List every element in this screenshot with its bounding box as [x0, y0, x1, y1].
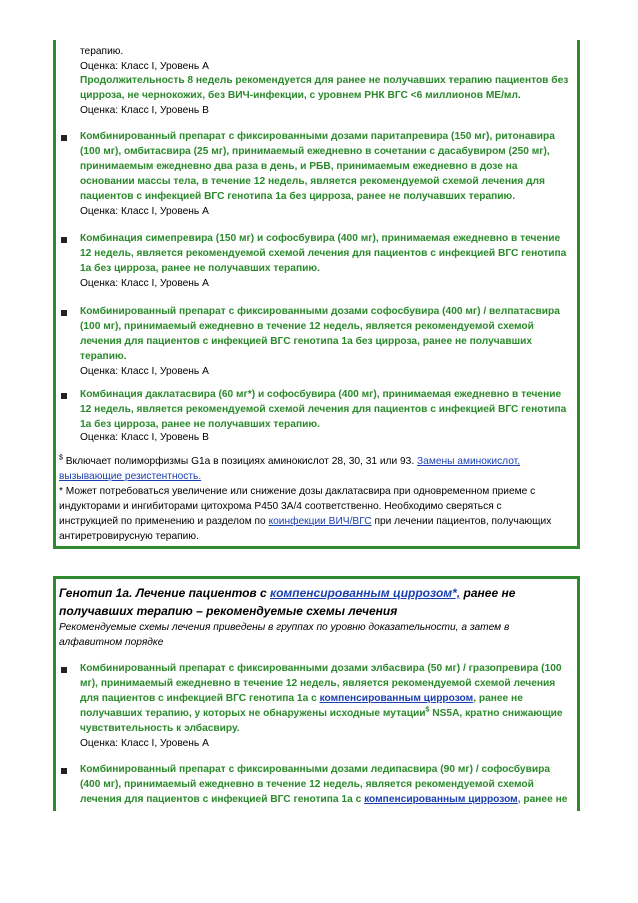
- intro-rating-1: Оценка: Класс I, Уровень A: [80, 61, 209, 72]
- b4-rating: Оценка: Класс I, Уровень B: [80, 432, 209, 443]
- c2-line-3: [80, 793, 567, 807]
- c1-text: NS5A, кратно снижающие: [429, 708, 563, 719]
- footnote-daclatasvir-3: [59, 515, 551, 529]
- c2-text: лечения для пациентов с инфекцией ВГС генотипа 1a с: [80, 794, 365, 805]
- section-title-line-2: получавших терапию – рекомендуемые схемы лечения: [59, 604, 398, 618]
- intro-line-3: Продолжительность 8 недель рекомендуется для ранее не получавших терапию пациентов без: [80, 75, 569, 86]
- bullet-marker: [61, 667, 67, 673]
- bullet-marker: [61, 393, 67, 399]
- link-hiv-hcv-coinfection[interactable]: коинфекции ВИЧ/ВГС: [268, 516, 372, 527]
- b3-rating: Оценка: Класс I, Уровень A: [80, 366, 209, 377]
- footnote-text: при лечении пациентов, получающих: [371, 516, 552, 527]
- b3-line-2: (100 мг), принимаемый ежедневно в течение 12 недель, является рекомендуемой схемой: [80, 321, 534, 332]
- intro-line-1: терапию.: [80, 46, 124, 57]
- c1-text: , ранее не: [473, 693, 523, 704]
- c1-line-4: [80, 707, 563, 721]
- b1-line-5: пациентов с инфекцией ВГС генотипа 1a без цирроза, ранее не получавших терапию.: [80, 191, 516, 202]
- section-subtitle-1: Рекомендуемые схемы лечения приведены в группах по уровню доказательности, а затем в: [59, 622, 510, 633]
- c1-line-5: чувствительность к элбасвиру.: [80, 723, 240, 734]
- b1-rating: Оценка: Класс I, Уровень A: [80, 206, 209, 217]
- bullet-marker: [61, 135, 67, 141]
- c1-line-3: [80, 692, 523, 706]
- b1-line-4: основании массы тела, в течение 12 недель, является рекомендуемой схемой лечения для: [80, 176, 545, 187]
- c1-rating: Оценка: Класс I, Уровень A: [80, 738, 209, 749]
- c1-text: получавших терапию, у которых не обнаружены исходные мутации: [80, 708, 426, 719]
- footnote-mark: $: [425, 706, 430, 714]
- b4-line-1: Комбинация даклатасвира (60 мг*) и софосбувира (400 мг), принимаемая ежедневно в течение: [80, 389, 562, 400]
- link-compensated-cirrhosis-title[interactable]: компенсированным циррозом*,: [270, 586, 461, 600]
- c1-line-1: Комбинированный препарат с фиксированными дозами элбасвира (50 мг) / гразопревира (100: [80, 663, 562, 674]
- b1-line-3: принимаемым ежедневно два раза в день, и РБВ, принимаемым ежедневно в дозе на: [80, 161, 518, 172]
- b2-rating: Оценка: Класс I, Уровень A: [80, 278, 209, 289]
- b4-line-2: 12 недель, является рекомендуемой схемой лечения для пациентов с инфекцией ВГС генотипа: [80, 404, 567, 415]
- b1-line-1: Комбинированный препарат с фиксированными дозами паритапревира (150 мг), ритонавира: [80, 131, 555, 142]
- link-resistance-substitutions[interactable]: Замены аминокислот,: [417, 456, 521, 467]
- title-text: ранее не: [460, 586, 516, 600]
- b3-line-1: Комбинированный препарат с фиксированными дозами софосбувира (400 мг) / велпатасвира: [80, 306, 560, 317]
- footnote-text: инструкцией по применению и разделом по: [59, 516, 269, 527]
- b3-line-4: терапию.: [80, 351, 127, 362]
- link-resistance-substitutions-cont[interactable]: вызывающие резистентность.: [59, 471, 202, 482]
- bullet-marker: [61, 768, 67, 774]
- b2-line-1: Комбинация симепревира (150 мг) и софосбувира (400 мг), принимаемая ежедневно в течение: [80, 233, 561, 244]
- link-compensated-cirrhosis[interactable]: компенсированным циррозом: [319, 693, 474, 704]
- title-text: Генотип 1a. Лечение пациентов с: [59, 586, 271, 600]
- c2-line-2: (400 мг), принимаемый ежедневно в течение 12 недель, является рекомендуемой схемой: [80, 779, 534, 790]
- footnote-daclatasvir-2: индукторами и ингибиторами цитохрома P450 3A/4 соответственно. Необходимо сверяться с: [59, 501, 502, 512]
- link-compensated-cirrhosis[interactable]: компенсированным циррозом: [364, 794, 518, 805]
- footnote-daclatasvir-4: антиретровирусную терапию.: [59, 531, 199, 542]
- footnote-line-2: [59, 470, 201, 484]
- b4-line-3: 1a без цирроза, ранее не получавших терапию.: [80, 419, 320, 430]
- section-title: [59, 585, 515, 602]
- c1-text: для пациентов с инфекцией ВГС генотипа 1a с: [80, 693, 320, 704]
- b2-line-3: 1a без цирроза, ранее не получавших терапию.: [80, 263, 320, 274]
- intro-line-4: цирроза, не чернокожих, без ВИЧ-инфекции, с уровнем РНК ВГС <6 миллионов МЕ/мл.: [80, 90, 521, 101]
- section-subtitle-2: алфавитном порядке: [59, 637, 164, 648]
- footnote-mark: $: [59, 454, 63, 462]
- c2-text: , ранее не: [517, 794, 568, 805]
- c1-line-2: мг), принимаемый ежедневно в течение 12 недель, является рекомендуемой схемой лечения: [80, 678, 556, 689]
- c2-line-1: Комбинированный препарат с фиксированными дозами ледипасвира (90 мг) / софосбувира: [80, 764, 551, 775]
- b1-line-2: (100 мг), омбитасвира (25 мг), принимаемый ежедневно в сочетании с дасабувиром (250 мг),: [80, 146, 550, 157]
- b2-line-2: 12 недель, является рекомендуемой схемой лечения для пациентов с инфекцией ВГС генотипа: [80, 248, 567, 259]
- footnote-text: Включает полиморфизмы G1a в позициях аминокислот 28, 30, 31 или 93.: [62, 456, 418, 467]
- b3-line-3: лечения для пациентов с инфекцией ВГС генотипа 1a без цирроза, ранее не получавших: [80, 336, 532, 347]
- bullet-marker: [61, 237, 67, 243]
- bullet-marker: [61, 310, 67, 316]
- intro-rating-2: Оценка: Класс I, Уровень B: [80, 105, 209, 116]
- footnote-resistance: [59, 455, 520, 469]
- footnote-daclatasvir-1: * Может потребоваться увеличение или снижение дозы даклатасвира при одновременном приеме с: [59, 486, 536, 497]
